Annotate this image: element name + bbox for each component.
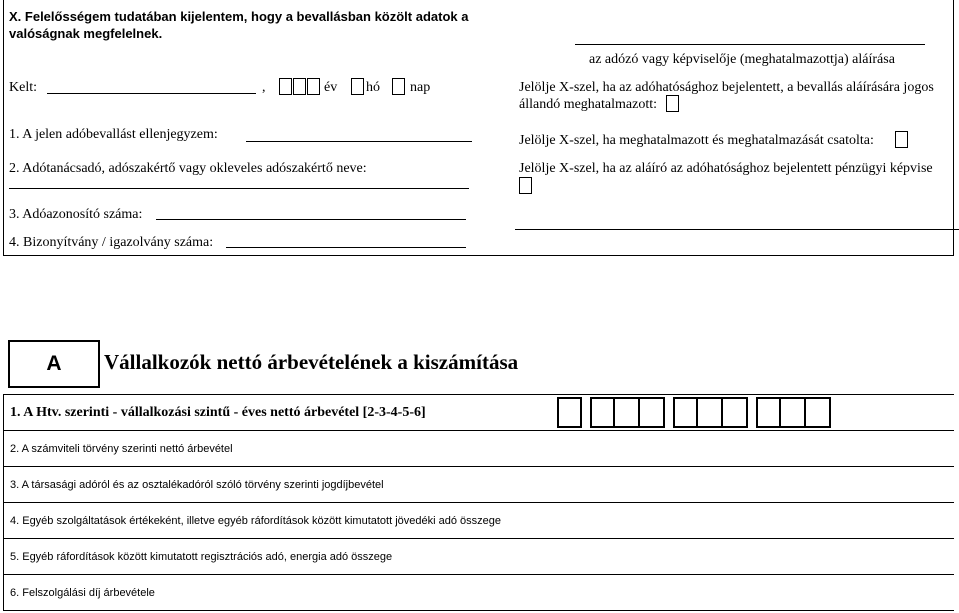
tax-id-label: 3. Adóazonosító száma: <box>9 207 143 222</box>
amount-cell[interactable] <box>756 397 781 428</box>
section-a-title: Vállalkozók nettó árbevételének a kiszámítása <box>104 350 519 374</box>
year-digit-3[interactable] <box>307 78 320 95</box>
financial-rep-text: Jelölje X-szel, ha az aláíró az adóhatósághoz bejelentett pénzügyi képvise <box>519 161 933 176</box>
signature-line[interactable] <box>575 44 925 45</box>
amount-cell[interactable] <box>698 397 723 428</box>
kelt-place-field[interactable] <box>47 93 256 94</box>
certificate-number-label: 4. Bizonyítvány / igazolvány száma: <box>9 235 214 250</box>
amount-cell[interactable] <box>640 397 665 428</box>
row-label: 3. A társasági adóról és az osztalékadóról szóló törvény szerinti jogdíjbevétel <box>10 478 384 491</box>
row-label: 1. A Htv. szerinti - vállalkozási szintű - éves nettó árbevétel [2-3-4-5-6] <box>10 404 426 420</box>
kelt-label: Kelt: <box>9 80 37 95</box>
countersign-field[interactable] <box>246 141 472 142</box>
attached-proxy-text: Jelölje X-szel, ha meghatalmazott és meghatalmazását csatolta: <box>519 133 874 148</box>
advisor-name-label: 2. Adótanácsadó, adószakértő vagy okleveles adószakértő neve: <box>9 161 367 176</box>
right-signature-line[interactable] <box>515 229 959 230</box>
advisor-name-field[interactable] <box>9 188 469 189</box>
table-row <box>3 503 954 539</box>
amount-cells <box>557 397 831 428</box>
year-digit-1[interactable] <box>279 78 292 95</box>
signature-caption: az adózó vagy képviselője (meghatalmazottja) aláírása <box>589 52 895 67</box>
row-label: 4. Egyéb szolgáltatások értékeként, illetve egyéb ráfordítások között kimutatott jövedéki adó összege <box>10 514 501 527</box>
amount-cell[interactable] <box>590 397 615 428</box>
financial-rep-checkbox[interactable] <box>519 177 532 194</box>
ho-label: hó <box>366 80 380 95</box>
row-label: 6. Felszolgálási díj árbevétele <box>10 586 155 599</box>
section-x-heading-line2: valóságnak megfelelnek. <box>9 26 163 41</box>
section-a-letter: A <box>46 352 62 375</box>
permanent-proxy-text-line2: állandó meghatalmazott: <box>519 97 658 112</box>
permanent-proxy-checkbox[interactable] <box>666 95 679 112</box>
month-digit[interactable] <box>351 78 364 95</box>
amount-cell[interactable] <box>615 397 640 428</box>
section-x-heading-line1: X. Felelősségem tudatában kijelentem, hogy a bevallásban közölt adatok a <box>9 9 469 24</box>
permanent-proxy-text: Jelölje X-szel, ha az adóhatósághoz bejelentett, a bevallás aláírására jogos <box>519 80 934 95</box>
amount-cell[interactable] <box>723 397 748 428</box>
year-digit-2[interactable] <box>293 78 306 95</box>
section-a-table <box>3 394 954 611</box>
table-row <box>3 539 954 575</box>
ev-label: év <box>324 80 338 95</box>
attached-proxy-checkbox[interactable] <box>895 131 908 148</box>
amount-cell[interactable] <box>781 397 806 428</box>
table-row <box>3 431 954 467</box>
row-label: 5. Egyéb ráfordítások között kimutatott regisztrációs adó, energia adó összege <box>10 550 393 563</box>
amount-cell[interactable] <box>673 397 698 428</box>
row-label: 2. A számviteli törvény szerinti nettó árbevétel <box>10 442 233 455</box>
kelt-comma: , <box>262 80 266 95</box>
section-a-letter-box <box>8 340 100 388</box>
tax-id-field[interactable] <box>156 219 466 220</box>
table-row <box>3 575 954 611</box>
nap-label: nap <box>410 80 431 95</box>
certificate-number-field[interactable] <box>226 247 466 248</box>
amount-cell[interactable] <box>557 397 582 428</box>
countersign-label: 1. A jelen adóbevallást ellenjegyzem: <box>9 127 218 142</box>
amount-cell[interactable] <box>806 397 831 428</box>
table-row <box>3 467 954 503</box>
day-digit[interactable] <box>392 78 405 95</box>
table-row <box>3 395 954 431</box>
